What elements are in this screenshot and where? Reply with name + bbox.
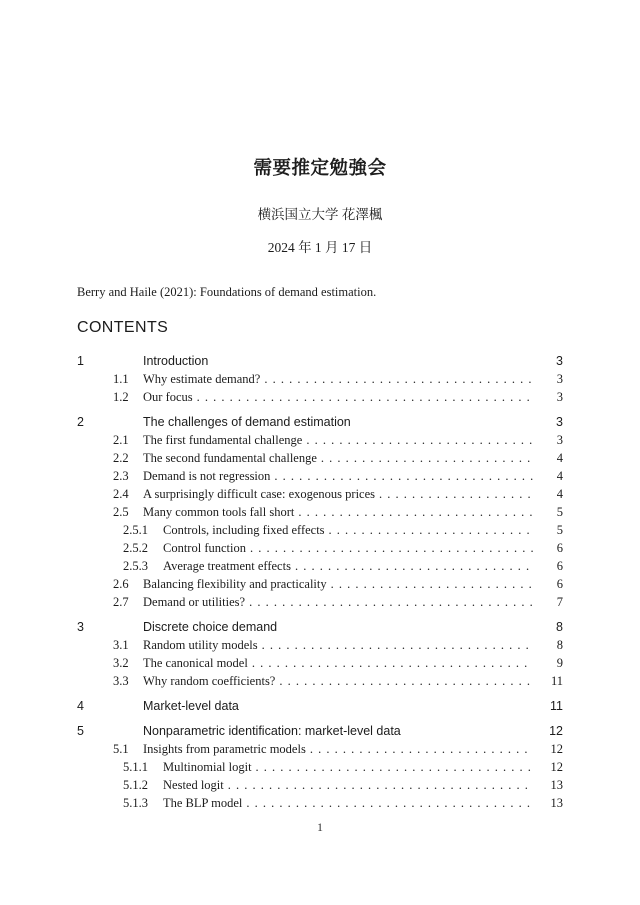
toc-entry-page: 4 <box>556 451 563 465</box>
toc-entry-subsection[interactable] <box>77 431 563 449</box>
toc-entry-title: Controls, including fixed effects <box>163 523 325 537</box>
toc-dot-leader <box>228 776 533 794</box>
toc-entry-subsection[interactable] <box>77 449 563 467</box>
footer-page-number: 1 <box>317 820 323 834</box>
toc-entry-section[interactable] <box>77 722 563 740</box>
toc-entry-title: Control function <box>163 541 246 555</box>
toc-entry-page: 11 <box>550 699 563 713</box>
toc-entry-page: 3 <box>556 433 563 447</box>
toc-entry-number: 5 <box>77 724 84 738</box>
toc-entry-subsubsection[interactable] <box>77 794 563 812</box>
toc-entry-page: 3 <box>556 372 563 386</box>
toc-dot-leader <box>306 431 533 449</box>
toc-dot-leader <box>298 503 533 521</box>
toc-entry-section[interactable] <box>77 352 563 370</box>
toc-entry-page: 12 <box>550 742 563 756</box>
toc-entry-title: The canonical model <box>143 656 248 670</box>
toc-entry-number: 5.1.2 <box>123 778 148 792</box>
toc-entry-title: The challenges of demand estimation <box>143 415 351 429</box>
toc-entry-title: Why random coefficients? <box>143 674 276 688</box>
toc-entry-page: 13 <box>550 778 563 792</box>
toc-entry-page: 6 <box>556 541 563 555</box>
toc-entry-title: Nested logit <box>163 778 224 792</box>
toc-entry-subsubsection[interactable] <box>77 539 563 557</box>
toc-entry-subsection[interactable] <box>77 503 563 521</box>
toc-dot-leader <box>252 654 533 672</box>
toc-entry-subsection[interactable] <box>77 485 563 503</box>
toc-entry-title: Insights from parametric models <box>143 742 306 756</box>
toc-entry-number: 2.5.3 <box>123 559 148 573</box>
toc-entry-page: 9 <box>556 656 563 670</box>
toc-entry-subsection[interactable] <box>77 654 563 672</box>
toc-entry-page: 6 <box>556 559 563 573</box>
toc-dot-leader <box>246 794 533 812</box>
toc-entry-page: 8 <box>556 638 563 652</box>
toc-entry-number: 2.5.2 <box>123 541 148 555</box>
toc-entry-title: Multinomial logit <box>163 760 252 774</box>
toc-entry-title: Average treatment effects <box>163 559 291 573</box>
toc-entry-number: 2.6 <box>113 577 129 591</box>
toc-entry-subsection[interactable] <box>77 593 563 611</box>
toc-entry-page: 12 <box>550 760 563 774</box>
toc-entry-subsubsection[interactable] <box>77 557 563 575</box>
toc-dot-leader <box>274 467 533 485</box>
toc-entry-section[interactable] <box>77 618 563 636</box>
toc-entry-title: Why estimate demand? <box>143 372 261 386</box>
toc-entry-subsubsection[interactable] <box>77 776 563 794</box>
toc-dot-leader <box>331 575 533 593</box>
toc-entry-title: The BLP model <box>163 796 243 810</box>
toc-entry-page: 6 <box>556 577 563 591</box>
toc-entry-subsection[interactable] <box>77 467 563 485</box>
toc-entry-title: A surprisingly difficult case: exogenous prices <box>143 487 376 501</box>
toc-dot-leader <box>262 636 533 654</box>
toc-entry-number: 1.1 <box>113 372 129 386</box>
toc-entry-page: 4 <box>556 469 563 483</box>
toc-entry-page: 12 <box>549 724 563 738</box>
toc-entry-subsection[interactable] <box>77 388 563 406</box>
toc-entry-title: The second fundamental challenge <box>143 451 317 465</box>
toc-entry-title: Random utility models <box>143 638 258 652</box>
author-line: 横浜国立大学 花澤楓 <box>257 207 383 222</box>
toc-dot-leader <box>279 672 533 690</box>
toc-entry-number: 1.2 <box>113 390 129 404</box>
date-line: 2024 年 1 月 17 日 <box>267 240 373 255</box>
toc-entry-page: 7 <box>556 595 563 609</box>
table-of-contents <box>77 352 563 812</box>
toc-entry-number: 2.4 <box>113 487 129 501</box>
toc-entry-number: 2.3 <box>113 469 129 483</box>
toc-entry-title: Many common tools fall short <box>143 505 295 519</box>
toc-entry-number: 2 <box>77 415 84 429</box>
toc-entry-subsubsection[interactable] <box>77 758 563 776</box>
toc-entry-page: 8 <box>556 620 563 634</box>
toc-entry-number: 3.1 <box>113 638 129 652</box>
reference-line: Berry and Haile (2021): Foundations of demand estimation. <box>77 285 377 299</box>
toc-entry-number: 2.1 <box>113 433 129 447</box>
toc-entry-title: Market-level data <box>143 699 239 713</box>
toc-entry-subsection[interactable] <box>77 636 563 654</box>
toc-entry-title: Introduction <box>143 354 209 368</box>
toc-dot-leader <box>295 557 533 575</box>
toc-entry-number: 5.1.3 <box>123 796 148 810</box>
toc-dot-leader <box>329 521 533 539</box>
toc-entry-title: Demand is not regression <box>143 469 271 483</box>
toc-entry-number: 5.1.1 <box>123 760 148 774</box>
toc-entry-page: 4 <box>556 487 563 501</box>
toc-dot-leader <box>321 449 533 467</box>
toc-dot-leader <box>379 485 533 503</box>
toc-entry-number: 2.2 <box>113 451 129 465</box>
toc-entry-title: Discrete choice demand <box>143 620 278 634</box>
toc-entry-number: 2.5 <box>113 505 129 519</box>
toc-entry-page: 5 <box>556 505 563 519</box>
toc-entry-number: 3 <box>77 620 84 634</box>
toc-entry-title: The first fundamental challenge <box>143 433 303 447</box>
toc-entry-subsection[interactable] <box>77 370 563 388</box>
toc-entry-title: Demand or utilities? <box>143 595 246 609</box>
toc-entry-page: 13 <box>550 796 563 810</box>
toc-entry-number: 5.1 <box>113 742 129 756</box>
toc-entry-page: 3 <box>556 354 563 368</box>
toc-entry-number: 4 <box>77 699 84 713</box>
toc-dot-leader <box>250 539 533 557</box>
toc-dot-leader <box>249 593 533 611</box>
toc-entry-section[interactable] <box>77 697 563 715</box>
toc-entry-page: 3 <box>556 390 563 404</box>
toc-entry-number: 2.5.1 <box>123 523 148 537</box>
toc-entry-page: 3 <box>556 415 563 429</box>
toc-entry-page: 11 <box>550 674 563 688</box>
toc-entry-subsubsection[interactable] <box>77 521 563 539</box>
toc-dot-leader <box>310 740 533 758</box>
toc-dot-leader <box>256 758 533 776</box>
toc-entry-subsection[interactable] <box>77 740 563 758</box>
toc-entry-page: 5 <box>556 523 563 537</box>
toc-entry-title: Balancing flexibility and practicality <box>143 577 327 591</box>
toc-entry-number: 3.3 <box>113 674 129 688</box>
toc-dot-leader <box>197 388 533 406</box>
toc-entry-number: 1 <box>77 354 84 368</box>
toc-entry-title: Our focus <box>143 390 193 404</box>
toc-entry-subsection[interactable] <box>77 575 563 593</box>
toc-entry-number: 3.2 <box>113 656 129 670</box>
toc-entry-subsection[interactable] <box>77 672 563 690</box>
toc-dot-leader <box>264 370 533 388</box>
document-title: 需要推定勉強会 <box>253 159 387 179</box>
toc-entry-title: Nonparametric identification: market-level data <box>143 724 401 738</box>
contents-heading: CONTENTS <box>77 319 169 336</box>
toc-entry-number: 2.7 <box>113 595 129 609</box>
toc-entry-section[interactable] <box>77 413 563 431</box>
